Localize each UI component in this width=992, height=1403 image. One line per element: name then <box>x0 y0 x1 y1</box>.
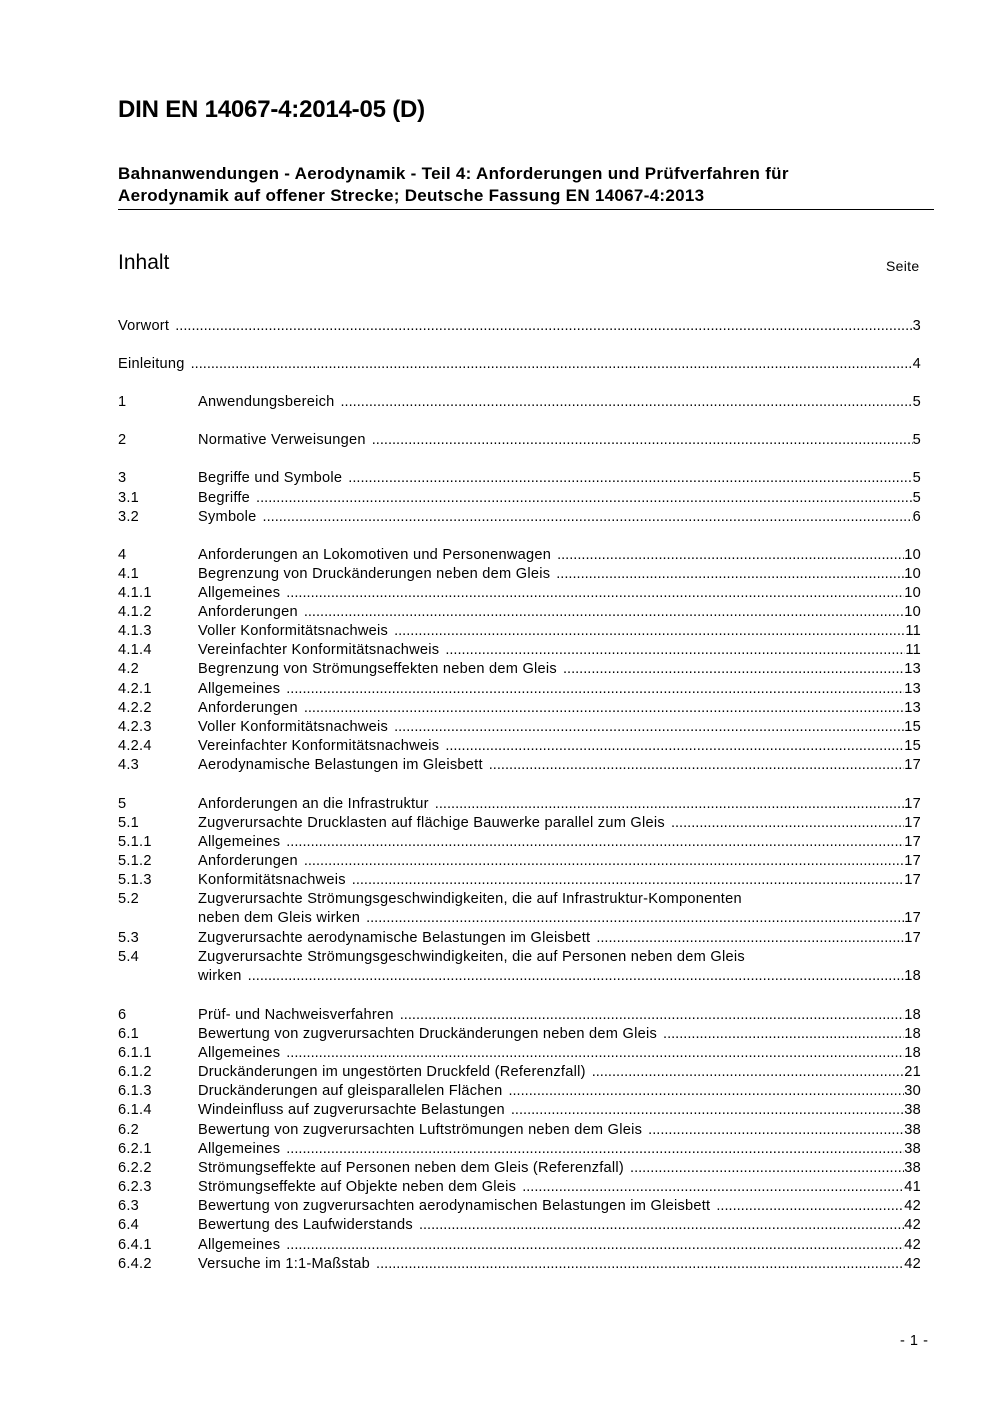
toc-entry-number: 6.1.1 <box>118 1045 152 1061</box>
toc-entry-number: 3 <box>118 470 127 486</box>
toc-entry[interactable] <box>118 679 921 699</box>
toc-leader-dots <box>263 507 913 527</box>
toc-entry-page: 10 <box>904 566 921 582</box>
toc-entry-page: 17 <box>904 834 921 850</box>
toc-entry-page: 10 <box>904 604 921 620</box>
toc-entry-title: Normative Verweisungen <box>198 430 372 450</box>
toc-entry[interactable] <box>118 1024 921 1044</box>
toc-entry-number: 6.1.2 <box>118 1064 152 1080</box>
toc-entry-title: Anforderungen an die Infrastruktur <box>198 794 435 814</box>
toc-entry-number: 4.1.3 <box>118 623 152 639</box>
toc-entry-number: 5.1.3 <box>118 872 152 888</box>
toc-entry[interactable] <box>118 1177 921 1197</box>
toc-entry-page: 18 <box>904 968 921 984</box>
toc-leader-dots <box>366 908 904 928</box>
toc-leader-dots <box>419 1215 904 1235</box>
toc-entry-title: Konformitätsnachweis <box>198 870 352 890</box>
toc-entry-number: 6.2.3 <box>118 1179 152 1195</box>
toc-entry-page: 10 <box>904 547 921 563</box>
subtitle-line-1: Bahnanwendungen - Aerodynamik - Teil 4: Anforderungen und Prüfverfahren für <box>118 164 789 183</box>
toc-leader-dots <box>489 755 905 775</box>
toc-entry-number: 5.1 <box>118 815 140 831</box>
toc-entry-page: 13 <box>904 661 921 677</box>
toc-entry[interactable] <box>118 717 921 737</box>
toc-entry[interactable] <box>118 392 921 412</box>
toc-entry-number: 6.4 <box>118 1217 140 1233</box>
toc-entry[interactable] <box>118 564 921 584</box>
toc-entry-page: 18 <box>904 1007 921 1023</box>
toc-leader-dots <box>400 1005 905 1025</box>
toc-entry-title: Einleitung <box>118 354 191 374</box>
toc-entry[interactable] <box>118 851 921 871</box>
toc-entry[interactable] <box>118 507 921 527</box>
toc-entry-number: 4.2.1 <box>118 681 152 697</box>
toc-leader-dots <box>304 602 904 622</box>
toc-entry-number: 4.2.3 <box>118 719 152 735</box>
toc-entry-title-continued: wirken <box>198 966 248 986</box>
toc-entry-number: 6.1 <box>118 1026 140 1042</box>
toc-entry-page: 30 <box>904 1083 921 1099</box>
toc-leader-dots <box>304 851 904 871</box>
toc-leader-dots <box>341 392 913 412</box>
toc-entry-page: 15 <box>904 719 921 735</box>
document-title: DIN EN 14067-4:2014-05 (D) <box>118 96 425 123</box>
toc-entry-page: 13 <box>904 700 921 716</box>
toc-entry-page: 21 <box>904 1064 921 1080</box>
toc-entry-page: 17 <box>904 872 921 888</box>
toc-entry-title: Allgemeines <box>198 679 286 699</box>
toc-entry-number: 4.1.1 <box>118 585 152 601</box>
toc-entry[interactable] <box>118 316 921 336</box>
toc-entry-title: Strömungseffekte auf Objekte neben dem Gleis <box>198 1177 522 1197</box>
toc-entry-title: Allgemeines <box>198 1043 286 1063</box>
toc-entry-title: Allgemeines <box>198 832 286 852</box>
toc-entry-number: 2 <box>118 432 127 448</box>
toc-leader-dots <box>286 832 904 852</box>
toc-entry-page: 38 <box>904 1102 921 1118</box>
toc-entry-page: 17 <box>904 796 921 812</box>
toc-leader-dots <box>556 564 904 584</box>
toc-leader-dots <box>671 813 904 833</box>
toc-leader-dots <box>372 430 913 450</box>
toc-entry-page: 5 <box>912 394 921 410</box>
toc-entry[interactable] <box>118 1139 921 1159</box>
toc-entry-number: 5.1.2 <box>118 853 152 869</box>
toc-entry-number: 5.3 <box>118 930 140 946</box>
toc-entry-page: 42 <box>904 1198 921 1214</box>
toc-entry-title: Bewertung von zugverursachten Druckänderungen neben dem Gleis <box>198 1024 663 1044</box>
toc-entry-page: 6 <box>912 509 921 525</box>
toc-entry-title: Bewertung von zugverursachten Luftströmungen neben dem Gleis <box>198 1120 648 1140</box>
toc-entry[interactable] <box>118 928 921 948</box>
toc-entry-page: 5 <box>912 432 921 448</box>
toc-entry-number: 3.1 <box>118 490 140 506</box>
toc-entry-number: 6.2 <box>118 1122 140 1138</box>
toc-entry-title: Druckänderungen im ungestörten Druckfeld (Referenzfall) <box>198 1062 592 1082</box>
toc-entry[interactable] <box>118 468 921 488</box>
toc-entry-page: 38 <box>904 1160 921 1176</box>
toc-entry-title: Anforderungen <box>198 602 304 622</box>
toc-leader-dots <box>511 1100 904 1120</box>
toc-entry-title: Prüf- und Nachweisverfahren <box>198 1005 400 1025</box>
toc-entry-number: 1 <box>118 394 127 410</box>
toc-entry-title: Windeinfluss auf zugverursachte Belastungen <box>198 1100 511 1120</box>
toc-entry[interactable] <box>118 602 921 622</box>
toc-entry-number: 6.2.2 <box>118 1160 152 1176</box>
toc-entry-number: 6.4.1 <box>118 1237 152 1253</box>
toc-leader-dots <box>191 354 913 374</box>
toc-entry[interactable] <box>118 1254 921 1274</box>
toc-leader-dots <box>256 488 913 508</box>
toc-entry[interactable] <box>118 1120 921 1140</box>
toc-entry-page: 4 <box>912 356 921 372</box>
toc-entry-page: 18 <box>904 1045 921 1061</box>
toc-entry-page: 5 <box>912 490 921 506</box>
toc-entry-title: Voller Konformitätsnachweis <box>198 717 394 737</box>
toc-entry-title: Anforderungen <box>198 851 304 871</box>
toc-entry[interactable] <box>118 545 921 565</box>
toc-entry[interactable] <box>118 1043 921 1063</box>
toc-entry-title: Bewertung des Laufwiderstands <box>198 1215 419 1235</box>
toc-entry-page: 10 <box>904 585 921 601</box>
toc-entry-page: 11 <box>905 623 921 639</box>
toc-entry[interactable] <box>118 698 921 718</box>
toc-leader-dots <box>352 870 905 890</box>
toc-entry-page: 18 <box>904 1026 921 1042</box>
toc-entry-page: 41 <box>904 1179 921 1195</box>
toc-leader-dots <box>286 583 904 603</box>
toc-leader-dots <box>286 679 904 699</box>
toc-entry[interactable] <box>118 736 921 756</box>
toc-entry[interactable] <box>118 621 921 641</box>
toc-leader-dots <box>522 1177 904 1197</box>
toc-leader-dots <box>596 928 904 948</box>
toc-entry-number: 4.1.4 <box>118 642 152 658</box>
subtitle-divider <box>118 209 934 210</box>
toc-entry-title: Symbole <box>198 507 263 527</box>
toc-entry-page: 17 <box>904 930 921 946</box>
toc-entry[interactable] <box>118 755 921 775</box>
toc-entry-number: 4.3 <box>118 757 140 773</box>
toc-entry[interactable] <box>118 1158 921 1178</box>
toc-entry[interactable] <box>118 659 921 679</box>
toc-entry-number: 3.2 <box>118 509 140 525</box>
toc-entry[interactable] <box>118 354 921 374</box>
toc-entry[interactable] <box>118 794 921 814</box>
toc-entry-number: 5.2 <box>118 891 140 907</box>
toc-entry-page: 38 <box>904 1141 921 1157</box>
toc-leader-dots <box>286 1043 904 1063</box>
toc-entry-number: 4.2.4 <box>118 738 152 754</box>
toc-leader-dots <box>348 468 912 488</box>
toc-entry-title: Allgemeines <box>198 583 286 603</box>
toc-entry-page: 5 <box>912 470 921 486</box>
document-subtitle <box>118 163 933 207</box>
toc-entry-title: Allgemeines <box>198 1235 286 1255</box>
toc-entry-number: 5.4 <box>118 949 140 965</box>
toc-entry-number: 6.2.1 <box>118 1141 152 1157</box>
toc-entry[interactable] <box>118 889 921 928</box>
toc-entry-title: Aerodynamische Belastungen im Gleisbett <box>198 755 489 775</box>
toc-leader-dots <box>663 1024 904 1044</box>
toc-leader-dots <box>286 1235 904 1255</box>
toc-leader-dots <box>376 1254 904 1274</box>
toc-entry[interactable] <box>118 1196 921 1216</box>
toc-entry-title: Zugverursachte Drucklasten auf flächige Bauwerke parallel zum Gleis <box>198 813 671 833</box>
toc-entry-number: 5.1.1 <box>118 834 152 850</box>
toc-entry[interactable] <box>118 583 921 603</box>
toc-entry-page: 13 <box>904 681 921 697</box>
toc-entry[interactable] <box>118 947 921 986</box>
toc-leader-dots <box>445 640 905 660</box>
toc-leader-dots <box>563 659 904 679</box>
subtitle-line-2: Aerodynamik auf offener Strecke; Deutsche Fassung EN 14067-4:2013 <box>118 186 705 205</box>
toc-entry-title: Bewertung von zugverursachten aerodynamischen Belastungen im Gleisbett <box>198 1196 716 1216</box>
toc-entry[interactable] <box>118 1062 921 1082</box>
toc-entry-number: 6.3 <box>118 1198 140 1214</box>
toc-entry-number: 4 <box>118 547 127 563</box>
toc-entry[interactable] <box>118 640 921 660</box>
toc-heading: Inhalt <box>118 251 170 274</box>
toc-entry-title: Strömungseffekte auf Personen neben dem Gleis (Referenzfall) <box>198 1158 630 1178</box>
toc-entry-title: Vereinfachter Konformitätsnachweis <box>198 736 445 756</box>
toc-entry-title: Voller Konformitätsnachweis <box>198 621 394 641</box>
toc-entry-page: 17 <box>904 815 921 831</box>
toc-entry-title: Anwendungsbereich <box>198 392 341 412</box>
toc-entry-page: 15 <box>904 738 921 754</box>
toc-entry-title: Anforderungen an Lokomotiven und Personenwagen <box>198 545 557 565</box>
toc-leader-dots <box>286 1139 904 1159</box>
toc-entry-number: 6.1.4 <box>118 1102 152 1118</box>
toc-entry[interactable] <box>118 430 921 450</box>
toc-entry[interactable] <box>118 1215 921 1235</box>
page-number: - 1 - <box>900 1333 929 1349</box>
toc-leader-dots <box>304 698 904 718</box>
toc-entry-title: Anforderungen <box>198 698 304 718</box>
toc-entry-page: 17 <box>904 910 921 926</box>
toc-entry-title: Vereinfachter Konformitätsnachweis <box>198 640 445 660</box>
toc-leader-dots <box>557 545 904 565</box>
toc-entry-page: 11 <box>905 642 921 658</box>
toc-leader-dots <box>248 966 905 986</box>
toc-leader-dots <box>394 717 904 737</box>
toc-leader-dots <box>445 736 904 756</box>
toc-leader-dots <box>175 316 912 336</box>
page-column-label: Seite <box>886 258 920 274</box>
toc-entry-number: 4.1 <box>118 566 140 582</box>
toc-entry[interactable] <box>118 1005 921 1025</box>
toc-entry-number: 6.1.3 <box>118 1083 152 1099</box>
toc-entry-page: 17 <box>904 853 921 869</box>
toc-entry-title: Begrenzung von Druckänderungen neben dem Gleis <box>198 564 556 584</box>
toc-leader-dots <box>394 621 905 641</box>
toc-entry[interactable] <box>118 488 921 508</box>
toc-entry-title: Zugverursachte aerodynamische Belastungen im Gleisbett <box>198 928 596 948</box>
toc-entry-number: 6 <box>118 1007 127 1023</box>
toc-entry[interactable] <box>118 1100 921 1120</box>
toc-entry-number: 4.1.2 <box>118 604 152 620</box>
toc-entry-title: Begriffe und Symbole <box>198 468 348 488</box>
toc-entry[interactable] <box>118 832 921 852</box>
toc-entry-title: Zugverursachte Strömungsgeschwindigkeiten, die auf Infrastruktur-Komponenten <box>198 891 742 907</box>
toc-entry-title: Begrenzung von Strömungseffekten neben dem Gleis <box>198 659 563 679</box>
toc-entry-number: 4.2.2 <box>118 700 152 716</box>
toc-entry-title: Begriffe <box>198 488 256 508</box>
toc-leader-dots <box>716 1196 904 1216</box>
toc-entry-title-continued: neben dem Gleis wirken <box>198 908 366 928</box>
toc-entry-title: Zugverursachte Strömungsgeschwindigkeiten, die auf Personen neben dem Gleis <box>198 949 745 965</box>
toc-entry[interactable] <box>118 1235 921 1255</box>
toc-leader-dots <box>508 1081 904 1101</box>
toc-entry-page: 3 <box>912 318 921 334</box>
toc-leader-dots <box>435 794 904 814</box>
toc-entry-title: Allgemeines <box>198 1139 286 1159</box>
toc-entry[interactable] <box>118 870 921 890</box>
toc-entry-page: 17 <box>904 757 921 773</box>
toc-entry-number: 4.2 <box>118 661 140 677</box>
toc-entry-page: 38 <box>904 1122 921 1138</box>
toc-entry-page: 42 <box>904 1237 921 1253</box>
toc-entry-page: 42 <box>904 1217 921 1233</box>
toc-entry[interactable] <box>118 1081 921 1101</box>
toc-entry-number: 6.4.2 <box>118 1256 152 1272</box>
toc-leader-dots <box>648 1120 904 1140</box>
toc-entry[interactable] <box>118 813 921 833</box>
toc-entry-number: 5 <box>118 796 127 812</box>
toc-entry-title: Vorwort <box>118 316 175 336</box>
toc-entry-page: 42 <box>904 1256 921 1272</box>
toc-entry-title: Druckänderungen auf gleisparallelen Flächen <box>198 1081 508 1101</box>
toc-entry-title: Versuche im 1:1-Maßstab <box>198 1254 376 1274</box>
toc-leader-dots <box>630 1158 904 1178</box>
toc-leader-dots <box>592 1062 905 1082</box>
